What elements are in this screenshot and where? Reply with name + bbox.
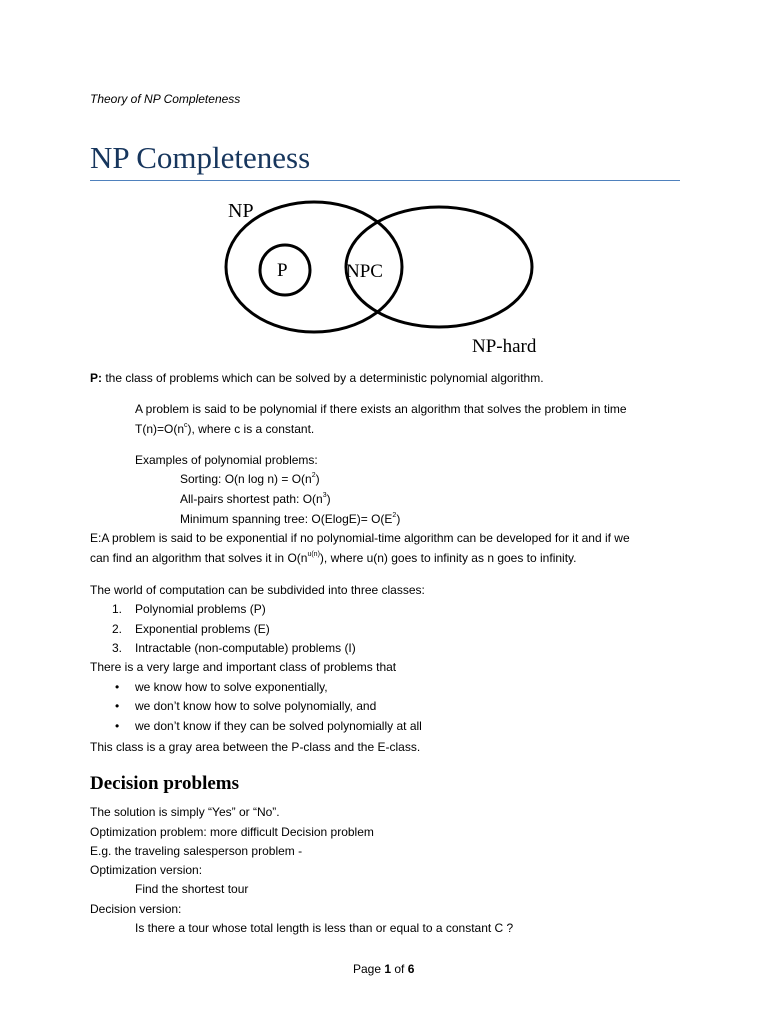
title-divider bbox=[90, 180, 680, 181]
p-definition-text: the class of problems which can be solved by a deterministic polynomial algorithm. bbox=[102, 371, 544, 385]
bullet-item: we know how to solve exponentially, bbox=[135, 680, 328, 694]
example-sup: 2 bbox=[392, 512, 397, 519]
example-sup: 2 bbox=[311, 472, 316, 479]
example-text: All-pairs shortest path: O(n bbox=[180, 492, 323, 506]
example-text: Sorting: O(n log n) = O(n bbox=[180, 472, 312, 486]
example-text-end: ) bbox=[315, 472, 320, 486]
example-sup: 3 bbox=[322, 492, 327, 499]
decision-detail: Is there a tour whose total length is less than or equal to a constant C ? bbox=[135, 921, 514, 935]
exp-text-b: ), where u(n) goes to infinity as n goes to infinity. bbox=[319, 551, 577, 565]
list-item: Exponential problems (E) bbox=[135, 622, 270, 636]
bullet-icon: • bbox=[115, 699, 120, 713]
np-hard-label: NP-hard bbox=[472, 336, 537, 357]
p-definition bbox=[90, 371, 544, 386]
poly-text-b: ), where c is a constant. bbox=[187, 422, 315, 436]
important-outro: This class is a gray area between the P-class and the E-class. bbox=[90, 740, 421, 754]
np-venn-diagram bbox=[222, 195, 552, 360]
decision-version-label: Decision version: bbox=[90, 902, 182, 916]
example-item bbox=[180, 512, 400, 527]
poly-sup: c bbox=[184, 422, 188, 429]
examples-heading: Examples of polynomial problems: bbox=[135, 453, 318, 467]
p-lead: P: bbox=[90, 371, 102, 385]
decision-line: The solution is simply “Yes” or “No”. bbox=[90, 805, 280, 819]
example-item bbox=[180, 472, 320, 487]
optimization-detail: Find the shortest tour bbox=[135, 882, 249, 896]
example-text: Minimum spanning tree: O(ElogE)= O(E bbox=[180, 512, 393, 526]
running-header: Theory of NP Completeness bbox=[90, 92, 241, 106]
decision-line: E.g. the traveling salesperson problem - bbox=[90, 844, 303, 858]
poly-text-a: T(n)=O(n bbox=[135, 422, 185, 436]
list-number: 2. bbox=[112, 622, 123, 636]
footer-page-number: 1 bbox=[384, 962, 392, 976]
important-intro: There is a very large and important class of problems that bbox=[90, 660, 397, 674]
example-item bbox=[180, 492, 331, 507]
polynomial-definition-line1: A problem is said to be polynomial if there exists an algorithm that solves the problem in time bbox=[135, 402, 627, 416]
npc-label: NPC bbox=[346, 261, 383, 282]
bullet-icon: • bbox=[115, 680, 120, 694]
classes-intro: The world of computation can be subdivided into three classes: bbox=[90, 583, 425, 597]
footer-prefix: Page bbox=[353, 962, 385, 976]
exponential-definition-line1: E:A problem is said to be exponential if no polynomial-time algorithm can be developed for it and if we bbox=[90, 531, 630, 545]
list-item: Polynomial problems (P) bbox=[135, 602, 266, 616]
example-text-end: ) bbox=[326, 492, 331, 506]
exponential-definition-line2 bbox=[90, 551, 576, 566]
page-title: NP Completeness bbox=[90, 140, 311, 175]
page-footer bbox=[353, 962, 414, 976]
exp-text-a: can find an algorithm that solves it in O(n bbox=[90, 551, 308, 565]
example-text-end: ) bbox=[396, 512, 401, 526]
exp-sup: u(n) bbox=[307, 551, 320, 558]
polynomial-definition-line2 bbox=[135, 422, 314, 437]
p-label: P bbox=[277, 260, 288, 281]
list-number: 3. bbox=[112, 641, 123, 655]
footer-total-pages: 6 bbox=[407, 962, 415, 976]
decision-line: Optimization version: bbox=[90, 863, 203, 877]
decision-line: Optimization problem: more difficult Decision problem bbox=[90, 825, 374, 839]
list-item: Intractable (non-computable) problems (I) bbox=[135, 641, 356, 655]
bullet-item: we don’t know if they can be solved polynomially at all bbox=[135, 719, 422, 733]
list-number: 1. bbox=[112, 602, 123, 616]
np-label: NP bbox=[228, 200, 254, 222]
bullet-item: we don’t know how to solve polynomially, and bbox=[135, 699, 377, 713]
section-heading: Decision problems bbox=[90, 773, 240, 794]
bullet-icon: • bbox=[115, 719, 120, 733]
footer-of: of bbox=[391, 962, 408, 976]
